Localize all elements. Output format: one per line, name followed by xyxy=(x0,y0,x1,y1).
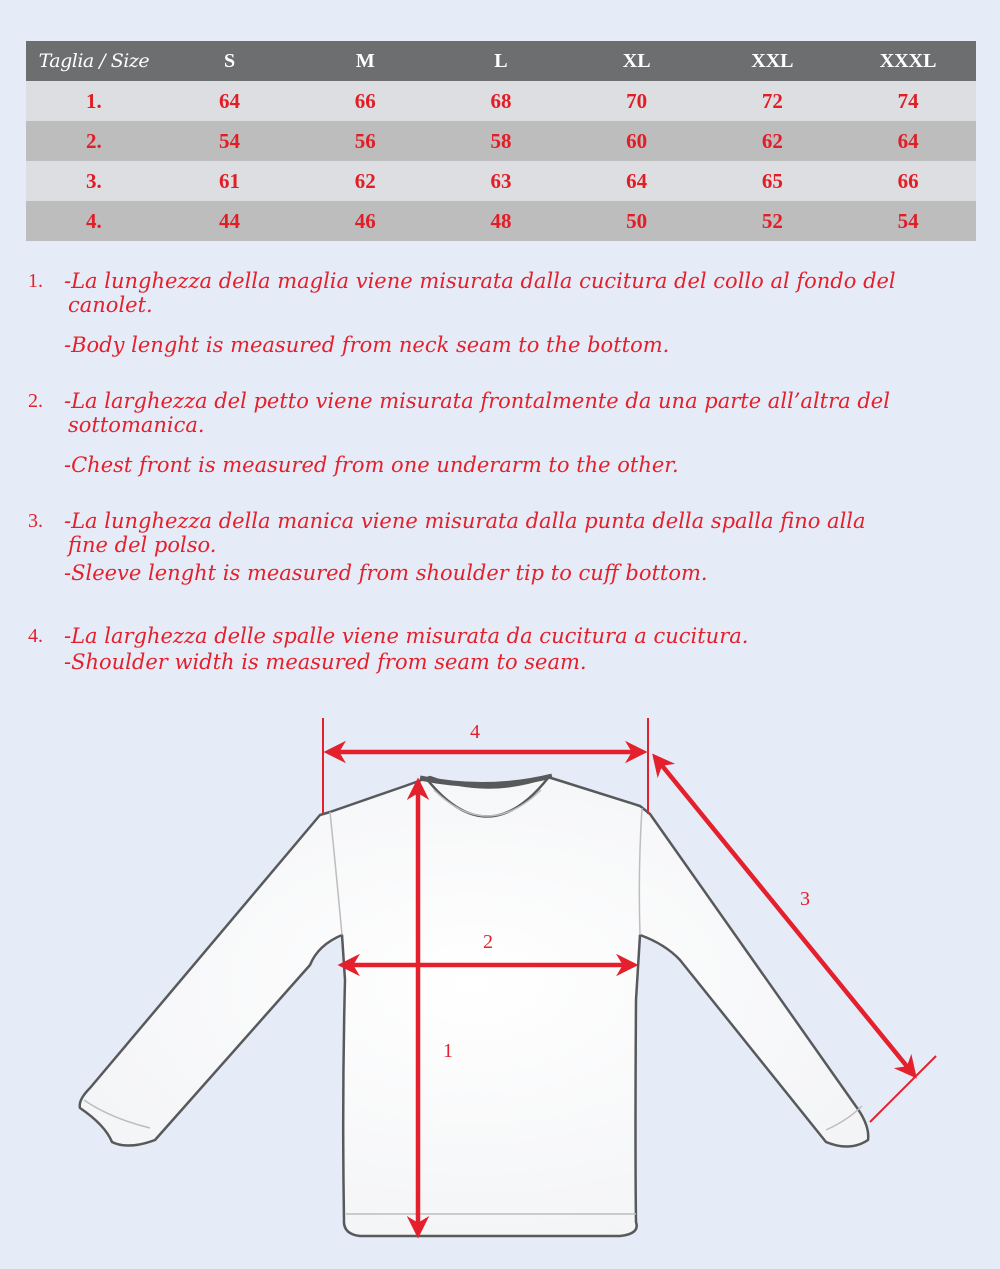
body-length-label: 1 xyxy=(443,1040,453,1062)
table-cell: 52 xyxy=(705,201,841,241)
size-header-row xyxy=(26,41,976,81)
note-italian-text: -La lunghezza della manica viene misurata dalla punta della spalla fino alla xyxy=(64,509,866,533)
note-italian-text: -La larghezza del petto viene misurata frontalmente da una parte all’altra del xyxy=(64,389,890,413)
note-italian-text: -La lunghezza della maglia viene misurata dalla cucitura del collo al fondo del xyxy=(64,269,896,293)
sweater-measurement-diagram xyxy=(0,700,1000,1269)
table-cell: 62 xyxy=(705,121,841,161)
table-cell: 64 xyxy=(569,161,705,201)
table-cell: 61 xyxy=(162,161,298,201)
table-row xyxy=(26,121,976,161)
table-cell: 44 xyxy=(162,201,298,241)
table-cell: 60 xyxy=(569,121,705,161)
table-cell: 63 xyxy=(433,161,569,201)
table-row xyxy=(26,201,976,241)
table-cell: 58 xyxy=(433,121,569,161)
table-cell: 64 xyxy=(840,121,976,161)
row-label: 2. xyxy=(26,121,162,161)
chest-label: 2 xyxy=(483,931,493,953)
note-english-text: -Chest front is measured from one underarm to the other. xyxy=(64,453,679,477)
note-italian-text: -La larghezza delle spalle viene misurata da cucitura a cucitura. xyxy=(64,624,749,648)
table-cell: 56 xyxy=(297,121,433,161)
size-header-l: L xyxy=(433,41,569,81)
size-header-label: Taglia / Size xyxy=(26,41,162,81)
table-cell: 68 xyxy=(433,81,569,121)
size-header-s: S xyxy=(162,41,298,81)
table-row xyxy=(26,81,976,121)
size-header-xl: XL xyxy=(569,41,705,81)
note-english-text: -Body lenght is measured from neck seam to the bottom. xyxy=(64,333,670,357)
table-cell: 54 xyxy=(162,121,298,161)
table-cell: 70 xyxy=(569,81,705,121)
sweater-body xyxy=(80,777,869,1236)
size-header-m: M xyxy=(297,41,433,81)
table-cell: 64 xyxy=(162,81,298,121)
table-cell: 66 xyxy=(297,81,433,121)
table-cell: 65 xyxy=(705,161,841,201)
note-number: 2. xyxy=(28,390,43,412)
table-cell: 54 xyxy=(840,201,976,241)
size-header-xxxl: XXXL xyxy=(840,41,976,81)
table-cell: 74 xyxy=(840,81,976,121)
note-italian-text-cont: sottomanica. xyxy=(68,413,205,437)
table-row xyxy=(26,161,976,201)
shoulder-label: 4 xyxy=(470,721,480,743)
row-label: 3. xyxy=(26,161,162,201)
note-number: 4. xyxy=(28,625,43,647)
note-english-text: -Sleeve lenght is measured from shoulder tip to cuff bottom. xyxy=(64,561,708,585)
note-english-text: -Shoulder width is measured from seam to seam. xyxy=(64,650,587,674)
table-cell: 62 xyxy=(297,161,433,201)
note-italian-text-cont: canolet. xyxy=(68,293,153,317)
note-italian-text-cont: fine del polso. xyxy=(68,533,217,557)
row-label: 1. xyxy=(26,81,162,121)
size-table xyxy=(26,41,976,241)
table-cell: 66 xyxy=(840,161,976,201)
table-cell: 48 xyxy=(433,201,569,241)
note-number: 3. xyxy=(28,510,43,532)
sweater-outline xyxy=(80,776,869,1236)
row-label: 4. xyxy=(26,201,162,241)
table-cell: 72 xyxy=(705,81,841,121)
size-header-xxl: XXL xyxy=(705,41,841,81)
table-cell: 50 xyxy=(569,201,705,241)
sleeve-label: 3 xyxy=(800,888,810,910)
table-cell: 46 xyxy=(297,201,433,241)
note-number: 1. xyxy=(28,270,43,292)
